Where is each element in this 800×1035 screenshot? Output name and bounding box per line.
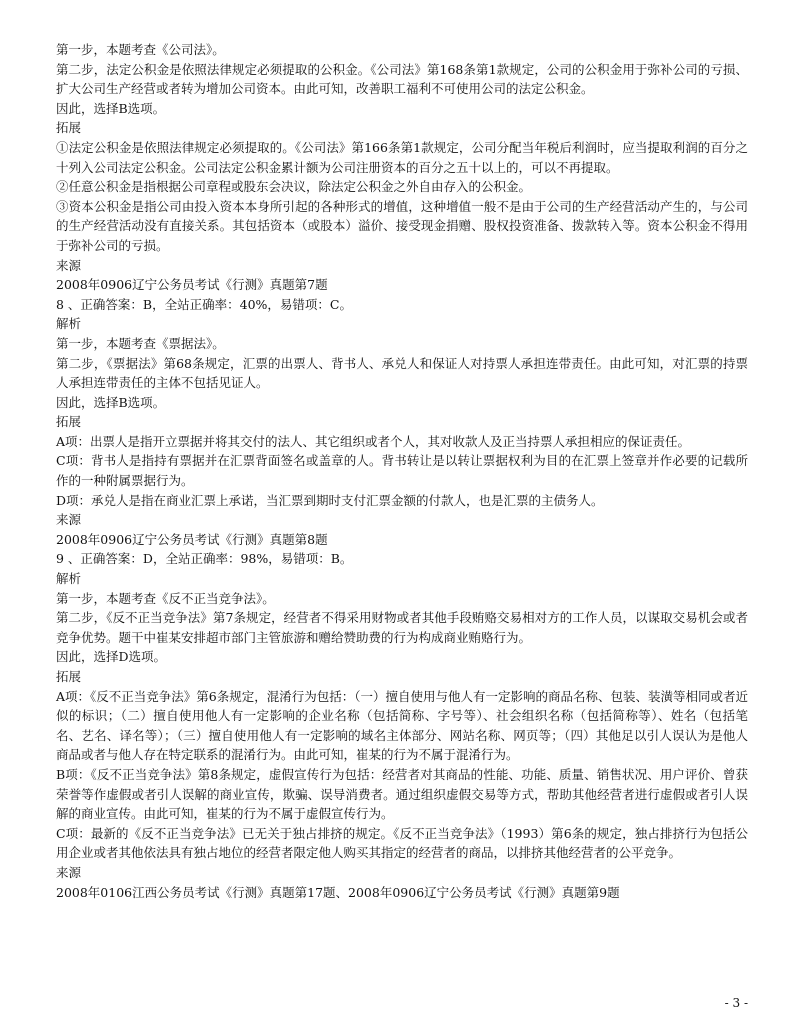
text-line: 第一步，本题考查《反不正当竞争法》。: [56, 590, 275, 606]
text-line: C项：最新的《反不正当竞争法》已无关于独占排挤的规定。《反不正当竞争法》（1993）第6条的规定，独占排挤行为包括公用企业或者其他依法具有独占地位的经营者限定他人购买其指定的经营者的商品，以排挤其他经营者的公平竞争。: [56, 825, 748, 861]
text-line: 因此，选择B选项。: [56, 394, 166, 410]
text-line: 第一步，本题考查《票据法》。: [56, 335, 225, 351]
source-line: 2008年0906辽宁公务员考试《行测》真题第7题: [56, 277, 328, 293]
text-line: 因此，选择D选项。: [56, 649, 167, 665]
text-line: 第二步，《票据法》第68条规定，汇票的出票人、背书人、承兑人和保证人对持票人承担连带责任。由此可知，对汇票的持票人承担连带责任的主体不包括见证人。: [56, 355, 748, 391]
document-body: [56, 40, 748, 902]
text-line: 第二步，法定公积金是依照法律规定必须提取的公积金。《公司法》第168条第1款规定，公司的公积金用于弥补公司的亏损、扩大公司生产经营或者转为增加公司资本。由此可知，改善职工福利不可使用公司的法定公积金。: [56, 61, 748, 97]
section-label: 来源: [56, 512, 82, 528]
text-line: ①法定公积金是依照法律规定必须提取的。《公司法》第166条第1款规定，公司分配当年税后利润时，应当提取利润的百分之十列入公司法定公积金。公司法定公积金累计额为公司注册资本的百分之五十以上的，可以不再提取。: [56, 139, 748, 175]
text-line: D项：承兑人是指在商业汇票上承诺，当汇票到期时支付汇票金额的付款人，也是汇票的主债务人。: [56, 492, 604, 508]
text-line: 第二步，《反不正当竞争法》第7条规定，经营者不得采用财物或者其他手段贿赂交易相对方的工作人员，以谋取交易机会或者竞争优势。题干中崔某安排超市部门主管旅游和赠给赞助费的行为构成商业贿赂行为。: [56, 610, 748, 645]
text-line: A项：出票人是指开立票据并将其交付的法人、其它组织或者个人，其对收款人及正当持票人承担相应的保证责任。: [56, 433, 691, 449]
text-line: ②任意公积金是指根据公司章程或股东会决议，除法定公积金之外自由存入的公积金。: [56, 179, 532, 195]
page-number: - 3 -: [724, 996, 748, 1010]
source-line: 2008年0106江西公务员考试《行测》真题第17题、2008年0906辽宁公务员考试《行测》真题第9题: [56, 884, 620, 900]
text-line: ③资本公积金是指公司由投入资本本身所引起的各种形式的增值，这种增值一般不是由于公司的生产经营活动产生的，与公司的生产经营活动没有直接关系。其包括资本（或股本）溢价、接受现金捐赠、股权投资准备、拨款转入等。资本公积金不得用于弥补公司的亏损。: [56, 198, 748, 253]
text-line: B项：《反不正当竞争法》第8条规定，虚假宣传行为包括：经营者对其商品的性能、功能、质量、销售状况、用户评价、曾获荣誉等作虚假或者引人误解的商业宣传，欺骗、误导消费者。通过组织虚假交易等方式，帮助其他经营者进行虚假或者引人误解的商业宣传。由此可知，崔某的行为不属于虚假宣传行为。: [56, 766, 748, 822]
section-label: 解析: [56, 571, 82, 587]
section-label: 拓展: [56, 414, 82, 430]
section-label: 来源: [56, 257, 82, 273]
source-line: 2008年0906辽宁公务员考试《行测》真题第8题: [56, 531, 328, 547]
text-line: A项：《反不正当竞争法》第6条规定，混淆行为包括：（一）擅自使用与他人有一定影响的商品名称、包装、装潢等相同或者近似的标识；（二）擅自使用他人有一定影响的企业名称（包括简称、字号等）、社会组织名称（包括简称等）、姓名（包括笔名、艺名、译名等）；（三）擅自使用他人有一定影响的域名主体部分、网站名称、网页等；（四）其他足以引人误认为是他人商品或者与他人存在特定联系的混淆行为。由此可知，崔某的行为不属于混淆行为。: [56, 688, 748, 763]
section-label: 解析: [56, 316, 82, 332]
answer-line: 9 、正确答案：D，全站正确率：98%，易错项：B。: [56, 551, 353, 567]
section-label: 拓展: [56, 120, 82, 136]
text-line: 因此，选择B选项。: [56, 100, 166, 116]
section-label: 来源: [56, 864, 82, 880]
section-label: 拓展: [56, 669, 82, 684]
text-line: C项：背书人是指持有票据并在汇票背面签名或盖章的人。背书转让是以转让票据权利为目的在汇票上签章并作必要的记载所作的一种附属票据行为。: [56, 453, 748, 489]
text-line: 第一步，本题考查《公司法》。: [56, 42, 225, 57]
answer-line: 8 、正确答案：B，全站正确率：40%，易错项：C。: [56, 296, 352, 312]
